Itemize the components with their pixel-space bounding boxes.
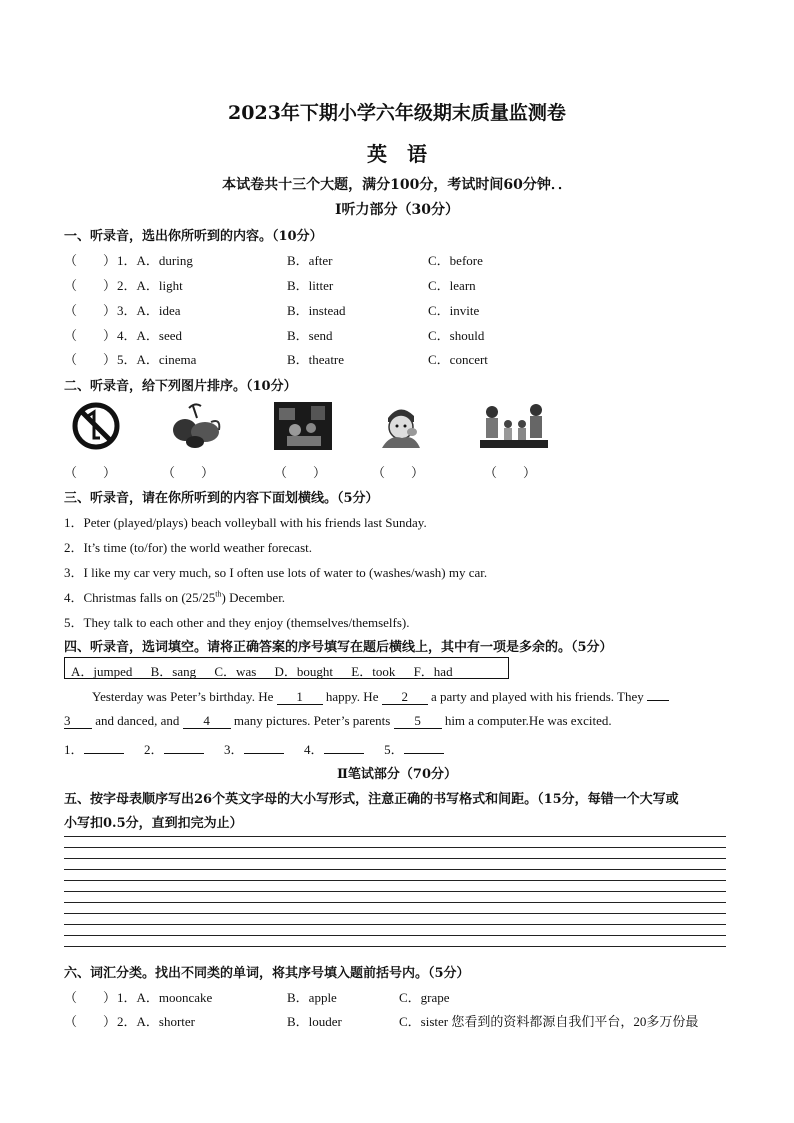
fruit-picture xyxy=(167,400,225,452)
option-c: C．should xyxy=(428,328,485,343)
sentence-5: 5．They talk to each other and they enjoy (themselves/themselfs). xyxy=(64,615,410,630)
passage-blank-4[interactable]: 4 xyxy=(183,714,231,729)
exam-title: 2023年下期小学六年级期末质量监测卷 xyxy=(228,102,566,124)
passage-blank-2[interactable]: 2 xyxy=(382,690,428,705)
sentence-4-end: ) December. xyxy=(221,590,286,605)
passage-text: happy. He xyxy=(325,689,379,704)
passage-blank-1[interactable]: 1 xyxy=(277,690,323,705)
answer-paren[interactable]: （ ） xyxy=(64,254,117,269)
answer-blank[interactable] xyxy=(84,753,124,754)
list-item xyxy=(0,300,794,325)
list-item xyxy=(0,325,794,350)
answer-blank[interactable] xyxy=(324,753,364,754)
option-b: B．apple xyxy=(287,990,337,1005)
picture-order-paren[interactable]: （ ） xyxy=(372,466,425,481)
option-b: B．instead xyxy=(287,303,346,318)
option-b: B．louder xyxy=(287,1014,342,1029)
part1-title: Ⅰ听力部分（30分） xyxy=(334,202,460,218)
writing-line xyxy=(64,836,726,837)
writing-line xyxy=(64,902,726,903)
answer-paren[interactable]: （ ） xyxy=(64,329,117,344)
writing-line xyxy=(64,869,726,870)
answer-paren[interactable]: （ ） xyxy=(64,991,117,1006)
option-b: B．send xyxy=(287,328,333,343)
writing-line xyxy=(64,946,726,947)
part2-title: Ⅱ笔试部分（70分） xyxy=(336,767,458,782)
answer-blank[interactable] xyxy=(244,753,284,754)
list-item xyxy=(0,250,794,275)
section5-heading: 五、按字母表顺序写出26个英文字母的大小写形式，注意正确的书写格式和间距。（15分，每错一个大写或 xyxy=(64,792,679,807)
list-item xyxy=(0,987,794,1011)
option-b: B．after xyxy=(287,253,333,268)
answer-label: 4． xyxy=(304,742,324,757)
subject-title: 英 语 xyxy=(367,142,427,166)
option-c: C．before xyxy=(428,253,483,268)
option-a: 4．A．seed xyxy=(117,328,182,343)
picture-order-paren[interactable]: （ ） xyxy=(64,466,117,481)
answer-paren[interactable]: （ ） xyxy=(64,1015,117,1030)
list-item xyxy=(0,1011,794,1035)
option-b: B．theatre xyxy=(287,352,345,367)
section6-heading: 六、词汇分类。找出不同类的单词，将其序号填入题前括号内。（5分） xyxy=(64,966,470,981)
option-c: C．learn xyxy=(428,278,476,293)
passage-text: a party and played with his friends. They xyxy=(430,689,644,704)
answer-blank[interactable] xyxy=(404,753,444,754)
writing-line xyxy=(64,880,726,881)
scene-picture xyxy=(273,400,333,452)
answer-paren[interactable]: （ ） xyxy=(64,304,117,319)
passage-blank-3[interactable]: 3 xyxy=(64,714,92,729)
option-a: 2．A．light xyxy=(117,278,183,293)
writing-line xyxy=(64,891,726,892)
section4-heading: 四、听录音，选词填空。请将正确答案的序号填写在题后横线上，其中有一项是多余的。（5分） xyxy=(64,640,613,655)
writing-line xyxy=(64,913,726,914)
list-item xyxy=(0,275,794,300)
writing-line xyxy=(64,935,726,936)
picture-order-paren[interactable]: （ ） xyxy=(484,466,537,481)
section2-heading: 二、听录音，给下列图片排序。（10分） xyxy=(64,379,297,394)
picture-order-paren[interactable]: （ ） xyxy=(162,466,215,481)
passage-text: and danced, and xyxy=(95,713,180,728)
section6-items xyxy=(0,987,794,1037)
option-c: C．invite xyxy=(428,303,480,318)
option-a: 3．A．idea xyxy=(117,303,181,318)
option-a: 1．A．during xyxy=(117,253,193,268)
no-sign-picture xyxy=(70,400,122,452)
family-picture xyxy=(478,400,550,452)
exam-notice: 本试卷共十三个大题，满分100分，考试时间60分钟．． xyxy=(222,177,572,193)
section3-heading: 三、听录音，请在你所听到的内容下面划横线。（5分） xyxy=(64,491,379,506)
sentence-2: 2．It’s time (to/for) the world weather forecast. xyxy=(64,540,312,555)
option-b: B．litter xyxy=(287,278,334,293)
picture-order-paren[interactable]: （ ） xyxy=(274,466,327,481)
answer-paren[interactable]: （ ） xyxy=(64,353,117,368)
passage-line-1 xyxy=(92,689,669,705)
option-a: 5．A．cinema xyxy=(117,352,197,367)
answer-label: 2． xyxy=(144,742,164,757)
child-picture xyxy=(378,400,424,452)
option-c: C．concert xyxy=(428,352,488,367)
sentence-4-sup: th xyxy=(215,589,222,599)
section1-heading: 一、听录音，选出你所听到的内容。（10分） xyxy=(64,229,323,244)
option-c: C．sister 您看到的资料都源自我们平台，20多万份最 xyxy=(399,1014,699,1029)
sentence-4-text: 4．Christmas falls on (25/25 xyxy=(64,590,216,605)
answer-label: 3． xyxy=(224,742,244,757)
writing-line xyxy=(64,924,726,925)
passage-blank-5[interactable]: 5 xyxy=(394,714,442,729)
option-c: C．grape xyxy=(399,990,450,1005)
writing-line xyxy=(64,858,726,859)
passage-text: many pictures. Peter’s parents xyxy=(233,713,391,728)
list-item xyxy=(0,349,794,374)
word-bank-box: A．jumped B．sang C．was D．bought E．took F．had xyxy=(64,657,509,679)
sentence-3: 3．I like my car very much, so I often use lots of water to (washes/wash) my car. xyxy=(64,565,488,580)
passage-text: him a computer.He was excited. xyxy=(444,713,612,728)
section1-items xyxy=(0,250,794,375)
passage-line-2 xyxy=(64,713,612,729)
passage-blank-3a[interactable] xyxy=(647,700,669,701)
writing-line xyxy=(64,847,726,848)
sentence-1: 1．Peter (played/plays) beach volleyball with his friends last Sunday. xyxy=(64,515,427,530)
answer-blank[interactable] xyxy=(164,753,204,754)
answer-label: 1． xyxy=(64,742,84,757)
section5-heading-cont: 小写扣0.5分，直到扣完为止） xyxy=(64,816,243,831)
option-a: 2．A．shorter xyxy=(117,1014,195,1029)
answer-row xyxy=(64,739,444,758)
answer-label: 5． xyxy=(384,742,404,757)
option-a: 1．A．mooncake xyxy=(117,990,213,1005)
passage-text: Yesterday was Peter’s birthday. He xyxy=(92,689,274,704)
answer-paren[interactable]: （ ） xyxy=(64,279,117,294)
sentence-4 xyxy=(64,587,285,606)
